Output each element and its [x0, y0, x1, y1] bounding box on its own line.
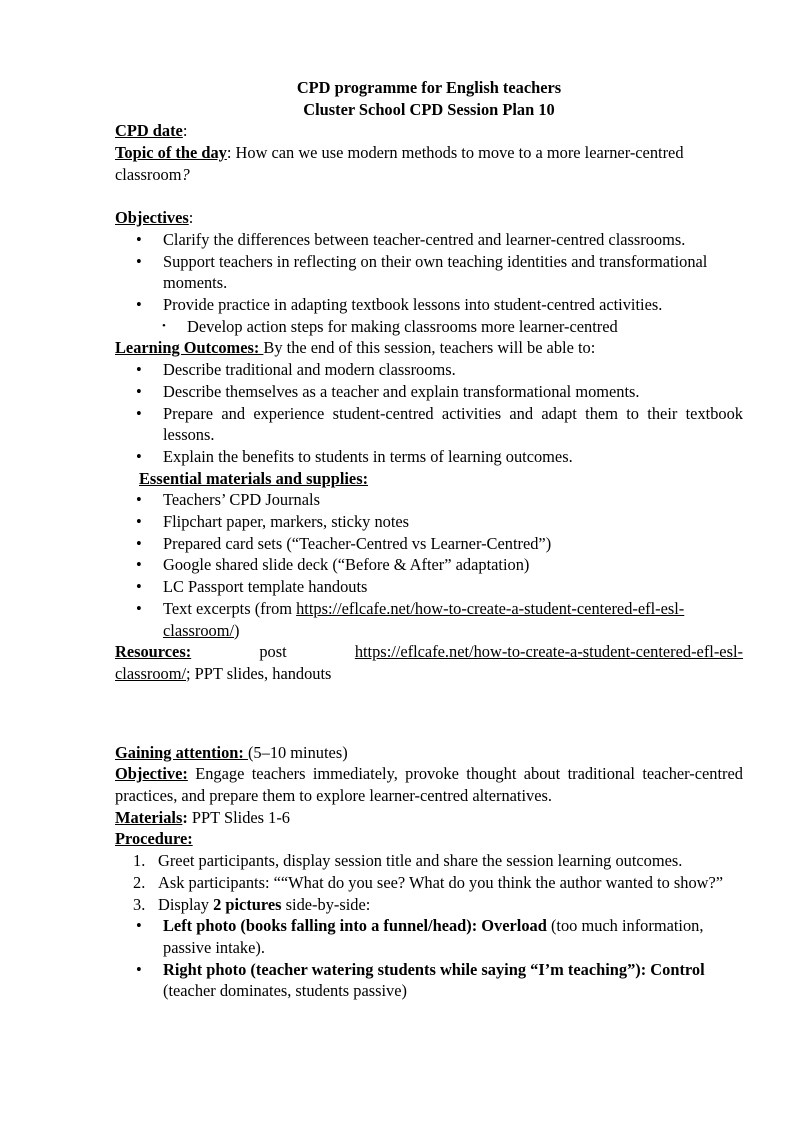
list-item: • Flipchart paper, markers, sticky notes — [115, 511, 743, 533]
resources-link-continued[interactable]: classroom/ — [115, 663, 187, 683]
spacer — [115, 685, 743, 728]
step-bold: 2 pictures — [213, 894, 282, 914]
step-suffix: side-by-side: — [281, 894, 371, 914]
procedure-heading — [115, 828, 743, 850]
step-number: 1. — [133, 851, 146, 871]
procedure-step — [115, 872, 743, 894]
list-item: • Prepare and experience student-centred activities and adapt them to their textbook lessons. — [115, 403, 743, 446]
list-item — [115, 915, 743, 958]
resources-label: Resources: — [115, 642, 192, 662]
step-prefix: Display — [158, 894, 214, 914]
objective-paragraph — [115, 763, 743, 806]
materials-label: Essential materials and supplies: — [139, 468, 369, 488]
document-subtitle: Cluster School CPD Session Plan 10 — [303, 99, 555, 119]
materials-heading — [115, 468, 743, 490]
resources-link[interactable]: https://eflcafe.net/how-to-create-a-student-centered-efl-esl- — [354, 642, 743, 662]
procedure-label: Procedure: — [115, 829, 193, 849]
spacer — [115, 186, 743, 208]
list-item: • Provide practice in adapting textbook lessons into student-centred activities. — [115, 294, 743, 316]
cpd-date-line: CPD date: — [115, 121, 188, 141]
list-item — [115, 959, 743, 1002]
materials-line-text: PPT Slides 1-6 — [187, 807, 290, 827]
objective-text: Engage teachers immediately, provoke thought about traditional teacher-centred practices, and prepare them to explore learner-centred alternatives. — [115, 764, 743, 806]
objective-label: Objective: — [115, 764, 188, 784]
list-item: • Clarify the differences between teacher-centred and learner-centred classrooms. — [115, 229, 743, 251]
excerpt-link[interactable]: https://eflcafe.net/how-to-create-a-student-centered-efl-esl-classroom/ — [163, 598, 685, 640]
topic-line: Topic of the day: How can we use modern methods to move to a more learner-centred classroom? — [115, 143, 684, 184]
gaining-attention-label: Gaining attention: — [115, 742, 248, 762]
step-text: Ask participants: ““What do you see? What do you think the author wanted to show?” — [158, 872, 724, 892]
document-title: CPD programme for English teachers — [296, 78, 562, 97]
picture-bold: Right photo (teacher watering students while saying “I’m teaching”): Control — [163, 959, 705, 979]
list-item: • Teachers’ CPD Journals — [115, 489, 743, 511]
topic-label: Topic of the day — [115, 143, 227, 163]
step-text: Greet participants, display session title and share the session learning outcomes. — [158, 851, 683, 871]
objectives-list — [115, 229, 743, 316]
list-item: • Explain the benefits to students in terms of learning outcomes. — [115, 446, 743, 468]
objectives-label: Objectives — [115, 208, 189, 228]
learning-outcomes-label: Learning Outcomes: — [115, 338, 264, 358]
learning-outcomes-list — [115, 359, 743, 468]
topic-text: How can we use modern methods to move to a more learner-centred classroom — [115, 143, 684, 184]
learning-outcomes-intro: By the end of this session, teachers will be able to: — [263, 338, 596, 358]
list-item: • Describe traditional and modern classrooms. — [115, 359, 743, 381]
list-item: • Prepared card sets (“Teacher-Centred vs Learner-Centred”) — [115, 533, 743, 555]
objectives-sublist — [115, 316, 743, 338]
objectives-heading: Objectives: — [115, 208, 194, 228]
list-item: • Google shared slide deck (“Before & After” adaptation) — [115, 554, 743, 576]
list-item: • LC Passport template handouts — [115, 576, 743, 598]
materials-line: Materials: PPT Slides 1-6 — [115, 807, 290, 827]
list-item: • Support teachers in reflecting on their own teaching identities and transformational moments. — [115, 251, 743, 294]
step-number: 2. — [133, 872, 146, 892]
learning-outcomes-heading — [115, 337, 743, 359]
list-item-excerpt — [115, 598, 743, 641]
pictures-list — [115, 915, 743, 1002]
materials-line-label: Materials — [115, 807, 183, 827]
gaining-attention-duration: (5–10 minutes) — [247, 742, 348, 762]
materials-list — [115, 489, 743, 641]
cpd-date-label: CPD date — [115, 121, 183, 141]
list-item: • Describe themselves as a teacher and explain transformational moments. — [115, 381, 743, 403]
spacer — [115, 728, 743, 742]
resources-post-word: post — [259, 642, 287, 662]
picture-bold: Left photo (books falling into a funnel/head): Overload — [163, 916, 547, 936]
excerpt-suffix: ) — [234, 620, 240, 640]
list-item: • Develop action steps for making classrooms more learner-centred — [115, 316, 743, 338]
procedure-step — [115, 850, 743, 872]
excerpt-prefix: Text excerpts (from — [163, 598, 297, 618]
resources-line-2 — [115, 663, 743, 685]
picture-rest: (too much information, passive intake). — [163, 916, 704, 957]
gaining-attention-heading — [115, 742, 743, 764]
procedure-step — [115, 894, 743, 916]
picture-rest: (teacher dominates, students passive) — [163, 981, 407, 1001]
resources-tail: ; PPT slides, handouts — [186, 663, 332, 683]
procedure-list — [115, 850, 743, 915]
topic-question-mark: ? — [181, 164, 190, 184]
document-page — [115, 77, 743, 1002]
resources-line — [115, 641, 743, 663]
step-number: 3. — [133, 894, 146, 914]
